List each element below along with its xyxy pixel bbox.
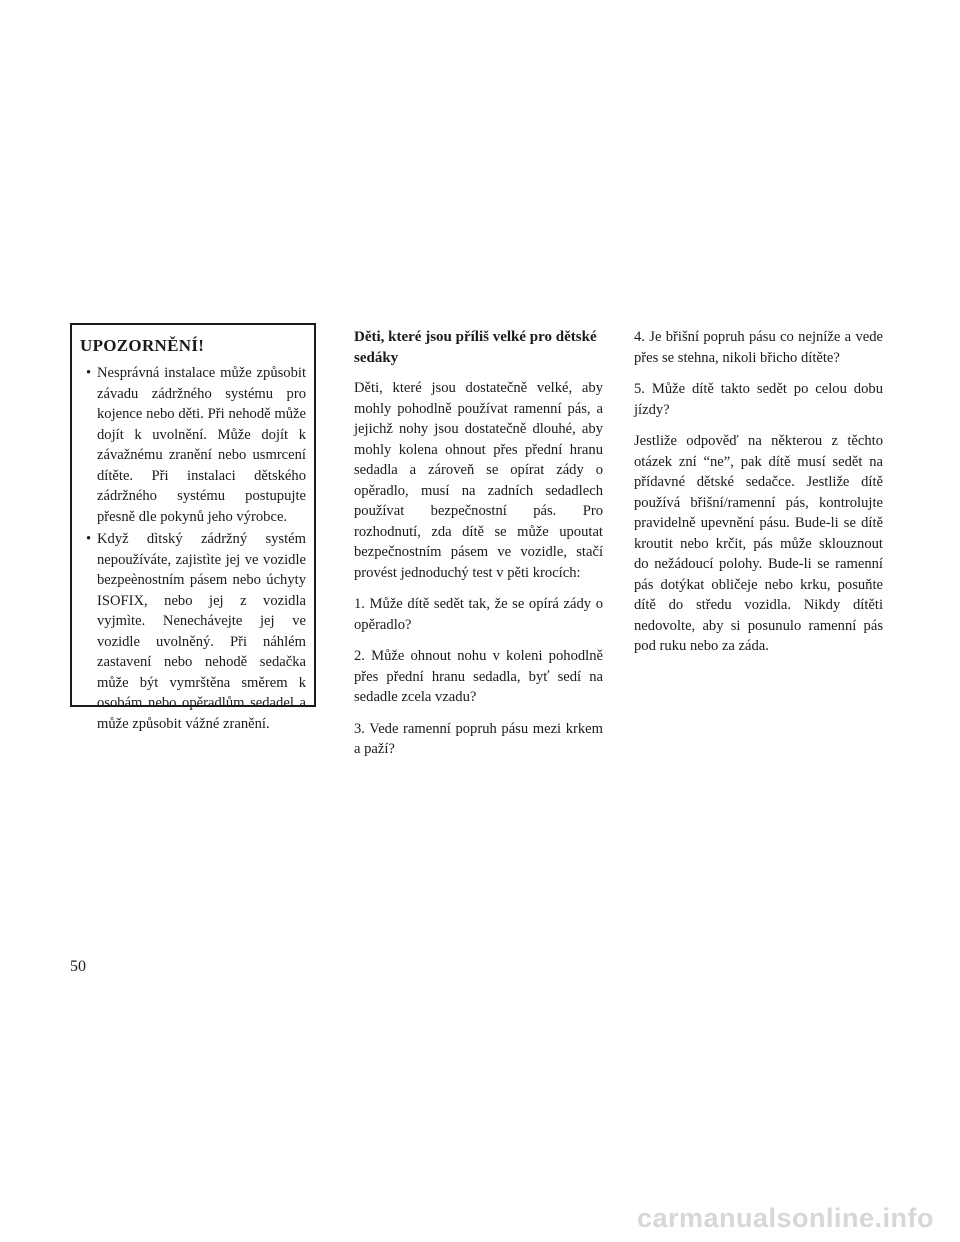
warning-item-text: Když dìtský zádržný systém nepoužíváte, zajistìte jej ve vozidle bezpeènostním pásem nebo úchyty ISOFIX, nebo jej z vozidla vyjmìte. Nenechávejte jej ve vozidle uvolněný. Při náhlém zastavení nebo nehodě sedačka může být vymrštěna směrem k osobám nebo opěradlům sedadel a může způsobit vážné zranění. [97,531,306,732]
warning-item [80,363,306,527]
warning-list [80,363,306,734]
middle-column [354,327,603,771]
right-column [634,327,883,668]
page-number: 50 [70,958,86,975]
question-3: 3. Vede ramenní popruh pásu mezi krkem a paží? [354,720,603,757]
question-1: 1. Může dítě sedět tak, že se opírá zády o opěradlo? [354,596,603,633]
question-5: 5. Může dítě takto sedět po celou dobu jízdy? [634,381,883,418]
warning-item-text: Nesprávná instalace může způsobit závadu zádržného systému pro kojence nebo děti. Při nehodě může dojít k uvolnění. Může dojít k závažnému zranění nebo usmrcení dítěte. Při instalaci dětského zádržného systému postupujte přesně dle pokynů jeho výrobce. [97,365,306,525]
bullet-icon: • [86,365,92,381]
bullet-icon: • [86,531,92,547]
warning-item [80,529,306,734]
question-2: 2. Může ohnout nohu v koleni pohodlně přes přední hranu sedadla, byť sedí na sedadle zcela vzadu? [354,648,603,705]
intro-paragraph: Děti, které jsou dostatečně velké, aby mohly pohodlně používat ramenní pás, a jejichž nohy jsou dostatečně dlouhé, aby mohly kolena ohnout přes přední hranu sedadla a zároveň se opírat zády o opěradlo, musí na zadních sedadlech používat bezpečnostní pás. Pro rozhodnutí, zda dítě se může upoutat bezpečnostním pásem ve vozidle, stačí provést jednoduchý test v pěti krocích: [354,380,603,581]
question-4: 4. Je břišní popruh pásu co nejníže a vede přes se stehna, nikoli břicho dítěte? [634,329,883,366]
watermark: carmanualsonline.info [636,1203,934,1233]
warning-title: UPOZORNĚNÍ! [80,336,205,355]
warning-box [70,323,316,732]
conclusion-paragraph: Jestliže odpověď na některou z těchto otázek zní “ne”, pak dítě musí sedět na přídavné dětské sedačce. Jestliže dítě používá břišní/ramenní pás, kontrolujte pravidelně upevnění pásu. Bude-li se dítě kroutit nebo krčit, pás může sklouznout do nežádoucí polohy. Bude-li se ramenní pás dotýkat obličeje nebo krku, posuňte dítě do středu vozidla. Nikdy dítěti nedovolte, aby si posunulo ramenní pás pod ruku nebo za záda. [634,433,883,654]
section-heading: Děti, které jsou příliš velké pro dětské sedáky [354,329,597,366]
